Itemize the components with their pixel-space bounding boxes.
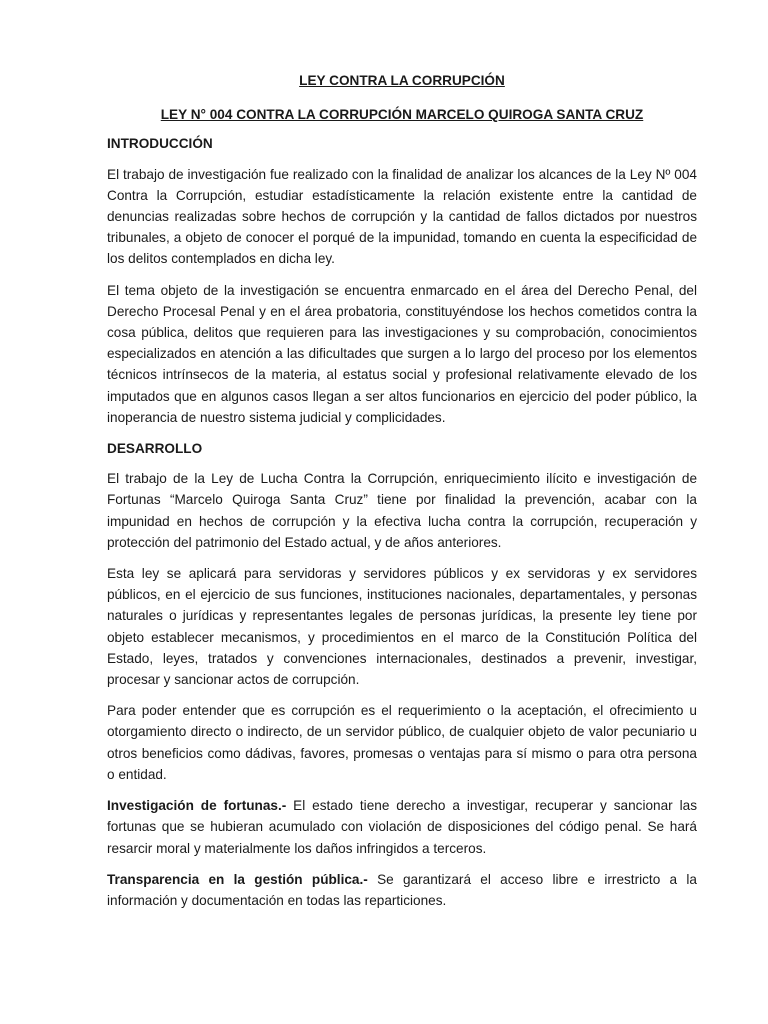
- document-page: [107, 70, 697, 921]
- definition-text: El estado tiene derecho a investigar, recuperar y sancionar las fortunas que se hubieran acumulado con violación de disposiciones del código penal. Se hará resarcir moral y materialmente los daños infringidos a terceros.: [107, 798, 697, 856]
- section-desarrollo: [107, 438, 697, 911]
- definition-text: Se garantizará el acceso libre e irrestricto a la información y documentación en todas las reparticiones.: [107, 871, 697, 908]
- paragraph-desarrollo-2: Esta ley se aplicará para servidoras y servidores públicos y ex servidoras y ex servidores públicos, en el ejercicio de sus funciones, instituciones nacionales, departamentales, y personas naturales o jurídicas y representantes legales de personas jurídicas, la presente ley tiene por objeto establecer mecanismos, y procedimientos en el marco de la Constitución Política del Estado, leyes, tratados y convenciones internacionales, destinados a prevenir, investigar, procesar y sancionar actos de corrupción.: [107, 566, 697, 688]
- paragraph-desarrollo-3: Para poder entender que es corrupción es el requerimiento o la aceptación, el ofrecimiento u otorgamiento directo o indirecto, de un servidor público, de cualquier objeto de valor pecuniario u otros beneficios como dádivas, favores, promesas o ventajas para sí mismo o para otra persona o entidad.: [107, 703, 697, 782]
- section-heading-desarrollo: DESARROLLO: [107, 441, 203, 457]
- paragraph-desarrollo-1: El trabajo de la Ley de Lucha Contra la Corrupción, enriquecimiento ilícito e investigación de Fortunas “Marcelo Quiroga Santa Cruz” tiene por finalidad la prevención, acabar con la impunidad en hechos de corrupción y la efectiva lucha contra la corrupción, recuperación y protección del patrimonio del Estado actual, y de años anteriores.: [107, 471, 697, 550]
- paragraph-intro-1: El trabajo de investigación fue realizado con la finalidad de analizar los alcances de la Ley Nº 004 Contra la Corrupción, estudiar estadísticamente la relación existente entre la cantidad de denuncias realizadas sobre hechos de corrupción y la cantidad de fallos dictados por nuestros tribunales, a objeto de conocer el porqué de la impunidad, tomando en cuenta la especificidad de los delitos contemplados en dicha ley.: [107, 166, 697, 267]
- document-subtitle: LEY N° 004 CONTRA LA CORRUPCIÓN MARCELO QUIROGA SANTA CRUZ: [160, 107, 644, 123]
- paragraph-intro-2: El tema objeto de la investigación se encuentra enmarcado en el área del Derecho Penal, del Derecho Procesal Penal y en el área probatoria, constituyéndose los hechos cometidos contra la cosa pública, delitos que requieren para las investigaciones y su comprobación, conocimientos especializados en atención a las dificultades que surgen a lo largo del proceso por los elementos técnicos intrínsecos de la materia, al estatus social y profesional relativamente elevado de los imputados que en algunos casos llegan a ser altos funcionarios en ejercicio del poder público, la inoperancia de nuestro sistema judicial y complicidades.: [107, 282, 697, 425]
- definition-transparencia: [107, 869, 697, 911]
- definition-term: Investigación de fortunas.-: [107, 798, 287, 814]
- section-heading-introduccion: INTRODUCCIÓN: [107, 136, 213, 152]
- section-introduccion: [107, 133, 697, 428]
- definition-investigacion-fortunas: [107, 795, 697, 859]
- document-title: LEY CONTRA LA CORRUPCIÓN: [299, 73, 505, 88]
- definition-term: Transparencia en la gestión pública.-: [107, 871, 368, 887]
